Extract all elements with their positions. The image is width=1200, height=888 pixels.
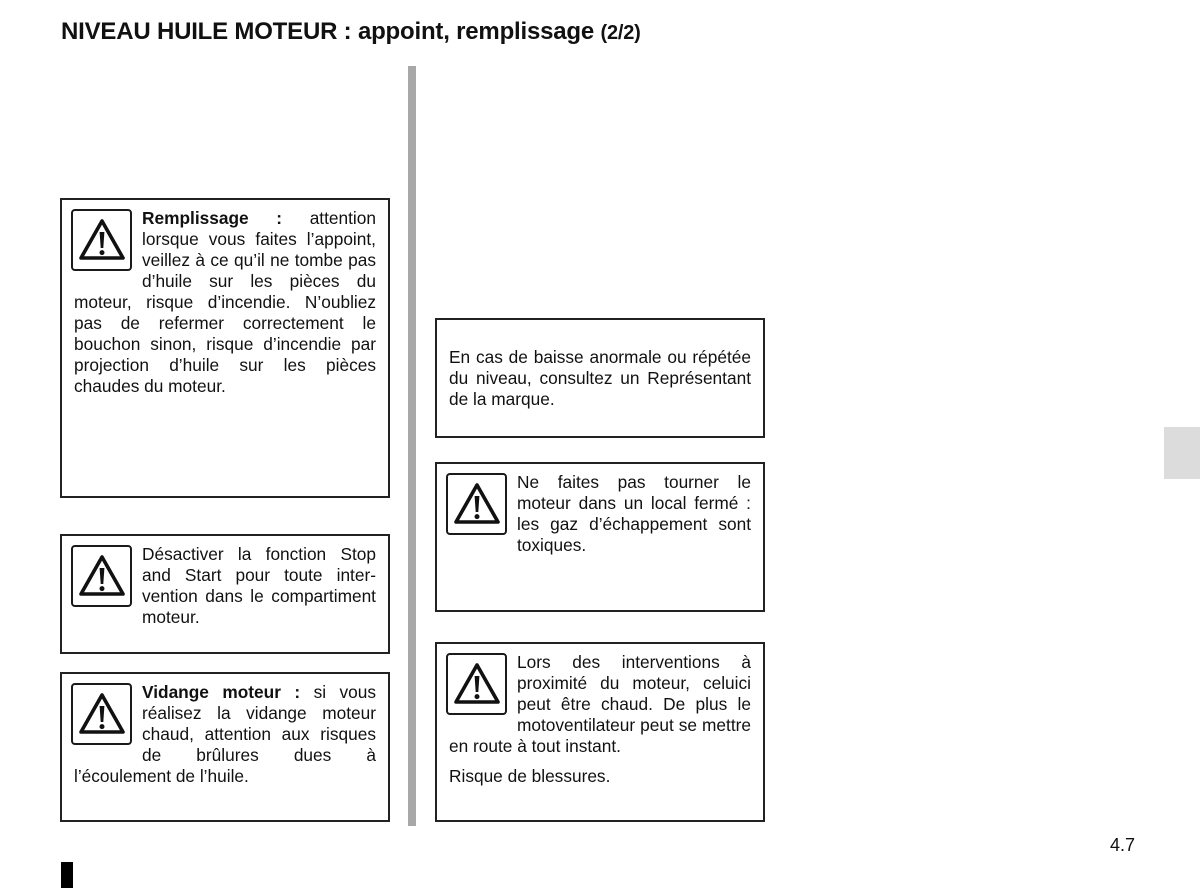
title-main: NIVEAU HUILE MOTEUR xyxy=(61,18,338,45)
title-subtitle: appoint, remplissage xyxy=(357,18,595,45)
warning-triangle-icon xyxy=(71,683,132,745)
corner-mark xyxy=(61,862,73,888)
column-divider xyxy=(408,66,416,826)
page-title xyxy=(61,18,641,46)
note-box-baisse xyxy=(435,318,765,438)
title-part: (2/2) xyxy=(600,22,641,44)
warning-box-stop-start xyxy=(60,534,390,654)
warning-triangle-icon xyxy=(446,473,507,535)
warning-triangle-icon xyxy=(71,209,132,271)
warning-triangle-icon xyxy=(446,653,507,715)
warning-box-vidange xyxy=(60,672,390,822)
section-tab xyxy=(1164,427,1200,479)
warning-lead-vidange: Vidange moteur : xyxy=(142,682,301,702)
page-number: 4.7 xyxy=(1110,835,1136,855)
warning-body-vidange: si vous réalisez la vidange moteur chaud, attention aux risques de brûlures dues à l’écoulement de l’huile. xyxy=(74,682,376,786)
warning-text-chaud-risque: Risque de blessures. xyxy=(449,766,611,786)
warning-text-stop-start: Désactiver la fonction Stop and Start pour toute intervention dans le compartiment moteur. xyxy=(142,544,376,627)
note-text-baisse: En cas de baisse anormale ou répétée du niveau, consultez un Représentant de la marque. xyxy=(449,347,751,409)
warning-box-chaud xyxy=(435,642,765,822)
warning-box-local-ferme xyxy=(435,462,765,612)
warning-body-remplissage: attention lorsque vous faites l’appoint, veillez à ce qu’il ne tombe pas d’huile sur les pièces du moteur, risque d’incendie. N’oubliez pas de refermer correctement le bouchon sinon, risque d’incendie par projection d’huile sur les pièces chaudes du moteur. xyxy=(74,208,376,396)
warning-text-local-ferme: Ne faites pas tourner le moteur dans un local fermé : les gaz d’échappement sont toxiques. xyxy=(517,472,751,555)
title-separator: : xyxy=(337,18,358,45)
warning-lead-remplissage: Remplissage : xyxy=(142,208,283,228)
warning-text-chaud: Lors des interventions à proximité du moteur, celuici peut être chaud. De plus le motoventilateur peut se mettre en route à tout instant. xyxy=(449,652,751,756)
warning-triangle-icon xyxy=(71,545,132,607)
warning-box-remplissage xyxy=(60,198,390,498)
